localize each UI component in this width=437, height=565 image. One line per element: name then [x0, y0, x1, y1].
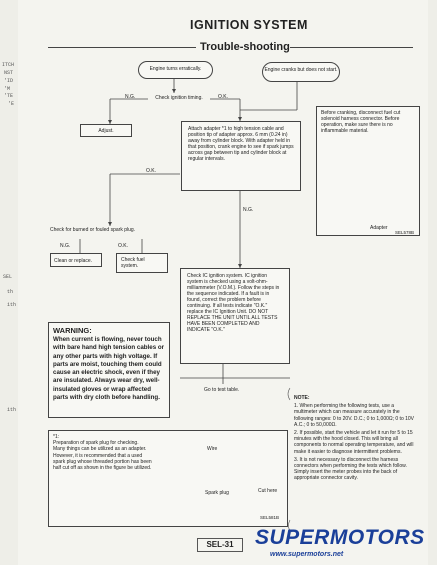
figure-code: SEL581B — [260, 515, 280, 520]
note-item: 3. It is not necessary to disconnect the harness connectors when performing the tests which follow. Simply insert the meter probes into the back of appropriate connector cavity. — [294, 456, 407, 482]
edge-mark: ith — [7, 407, 17, 413]
footnote-body: Many things can be utilized as an adapter. However, it is recommended that a used spark plug whose threaded portion has been half cut off as shown in the figure be utilized. — [53, 446, 152, 472]
edge-mark: 'ID — [4, 78, 14, 84]
ng-label: N.G. — [243, 207, 254, 213]
adjust-box: Adjust. — [80, 124, 132, 137]
check-plug-decision: Check for burned or fouled spark plug. — [50, 227, 136, 233]
check-fuel-box: Check fuel system. — [116, 253, 168, 273]
watermark-url: www.supermotors.net — [270, 551, 344, 558]
warning-box — [48, 322, 170, 418]
clean-replace-box: Clean or replace. — [50, 253, 102, 267]
ic-system-check-box: Check IC ignition system. IC ignition system is checked using a volt-ohm-milliammeter (V.O.M.). Follow the steps in the sequence indicated. If a fault is in found, correct the problem before continuing. If all tests indicate "O.K." replace the IC Ignition Unit. DO NOT REPLACE THE UNIT UNTIL ALL TESTS HAVE BEEN COMPLETED AND INDICATE "O.K." — [180, 268, 290, 364]
figure-code: SEL578B — [395, 230, 415, 235]
edge-mark: 'M — [4, 86, 11, 92]
warning-body: When current is flowing, never touch with bare hand high tension cables or any other parts with high voltage. If parts are moist, touching them could cause an electric shock, even if they are insulated. Always wear dry, well-insulated gloves or wrap affected parts with dry cloth before handling. — [53, 336, 165, 402]
edge-mark: th — [7, 289, 14, 295]
check-timing-decision: Check ignition timing. — [155, 95, 203, 101]
start-erratic: Engine turns erratically. — [138, 61, 213, 79]
edge-mark: NST — [4, 70, 14, 76]
page-title: IGNITION SYSTEM — [190, 18, 308, 32]
ok-label: O.K. — [146, 168, 157, 174]
page-number: SEL-31 — [197, 538, 243, 552]
figure-adapter-illustration: Before cranking, disconnect fuel cut solenoid harness connector. Before operation, make sure there is no inflammable material. — [316, 106, 420, 236]
footnote-heading: Preparation of spark plug for checking. — [53, 440, 139, 447]
spark-plug-label: Spark plug — [205, 490, 229, 496]
note-item: 2. If possible, start the vehicle and let it run for 5 to 15 minutes with the hood closed. This will bring all components to normal operating temperature, and will make it easier to diagnose intermittent problems. — [294, 430, 414, 455]
wire-label: Wire — [207, 446, 218, 452]
note-item: 1. When performing the following tests, use a multimeter which can measure accurately in the following ranges: 0 to 20V. D.C.; 0 to 1,000Ω; 0 to 10V A.C.; 0 to 50,000Ω. — [294, 403, 415, 428]
adapter-label: Adapter — [370, 225, 388, 231]
edge-mark: 'E — [8, 101, 15, 107]
adapter-test-box: Attach adapter *1 to high tension cable and position tip of adapter approx. 6 mm (0.24 in) away from cylinder block. With adapter held in that position, crank engine to see if spark jumps across gap between tip and cylinder block at regular intervals. — [181, 121, 301, 191]
edge-mark: ith — [7, 302, 17, 308]
section-subtitle: Trouble-shooting — [200, 41, 290, 53]
ok-label: O.K. — [218, 94, 229, 100]
ng-label: N.G. — [125, 94, 136, 100]
edge-mark: SEL — [3, 274, 13, 280]
note-panel — [294, 395, 416, 484]
footnote-box: *1: Preparation of spark plug for checking. Many things can be utilized as an adapter. However, it is recommended that a used spark plug whose threaded portion has been half cut off as shown in the figure be utilized. — [48, 430, 288, 527]
watermark-logo: SUPERMOTORS — [255, 526, 425, 549]
go-to-test-table: Go to test table. — [204, 387, 240, 393]
note-title: NOTE: — [294, 395, 310, 401]
edge-mark: ITCH — [2, 62, 15, 68]
ok-label: O.K. — [118, 243, 129, 249]
start-no-start: Engine cranks but does not start. — [262, 62, 340, 82]
cut-here-label: Cut here — [258, 488, 278, 494]
ng-label: N.G. — [60, 243, 71, 249]
edge-mark: 'TE — [4, 93, 14, 99]
warning-title: WARNING: — [53, 326, 92, 335]
